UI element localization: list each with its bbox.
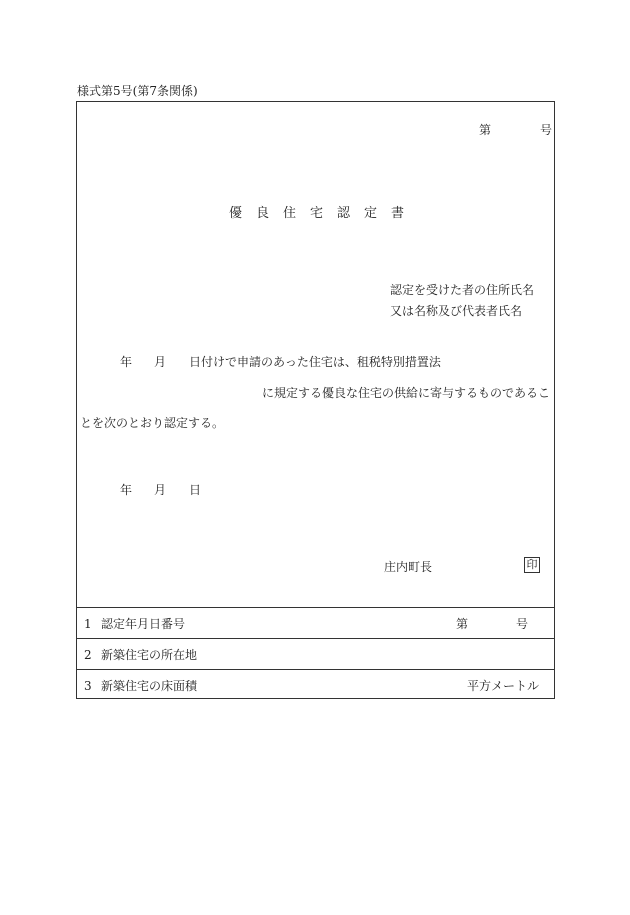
body-text-line-3: とを次のとおり認定する。 <box>80 416 225 430</box>
row-label-house-location: 新築住宅の所在地 <box>101 648 198 662</box>
certificate-number-dai: 第 <box>479 123 492 137</box>
row-1-number-dai: 第 <box>456 617 469 631</box>
addressee-representative: 又は名称及び代表者氏名 <box>390 304 523 318</box>
row-1-number-go: 号 <box>516 617 529 631</box>
form-number-label: 様式第5号(第7条関係) <box>77 84 198 98</box>
table-row-divider-2 <box>76 669 555 670</box>
seal-stamp-mark: 印 <box>524 557 540 573</box>
body-text-line-2: に規定する優良な住宅の供給に寄与するものであるこ <box>262 386 551 400</box>
row-number-3: 3 <box>84 679 92 693</box>
certification-year-label: 年 <box>120 483 133 497</box>
body-text-line-1: 日付けで申請のあった住宅は、租税特別措置法 <box>189 355 441 369</box>
body-month-label: 月 <box>154 355 167 369</box>
row-label-floor-area: 新築住宅の床面積 <box>101 679 198 693</box>
document-title: 優良住宅認定書 <box>229 206 419 221</box>
row-3-unit-square-meters: 平方メートル <box>467 679 540 693</box>
row-label-certification-date-number: 認定年月日番号 <box>101 617 186 631</box>
certificate-number-go: 号 <box>540 123 553 137</box>
issuer-name: 庄内町長 <box>384 560 433 574</box>
certificate-frame <box>76 101 555 699</box>
certification-day-label: 日 <box>189 483 202 497</box>
row-number-2: 2 <box>84 648 92 662</box>
table-row-divider-1 <box>76 638 555 639</box>
row-number-1: 1 <box>84 617 92 631</box>
certification-month-label: 月 <box>154 483 167 497</box>
body-year-label: 年 <box>120 355 133 369</box>
addressee-address-name: 認定を受けた者の住所氏名 <box>390 283 535 297</box>
table-top-divider <box>76 607 555 608</box>
